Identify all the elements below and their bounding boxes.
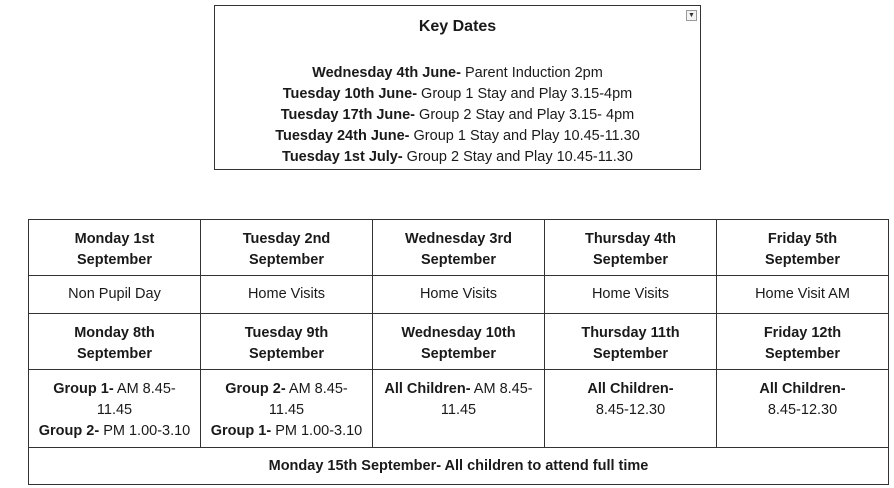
key-dates-box xyxy=(214,5,701,170)
day-header-cell: Friday 5th September xyxy=(717,220,889,276)
day-header-cell: Monday 1st September xyxy=(29,220,201,276)
key-date-line: Wednesday 4th June- Parent Induction 2pm xyxy=(312,65,603,81)
week1-day-row xyxy=(29,220,889,276)
key-date-line: Tuesday 10th June- Group 1 Stay and Play 3.15-4pm xyxy=(282,86,633,102)
group-cell: All Children- 8.45-12.30 xyxy=(545,370,717,448)
key-date-line: Tuesday 17th June- Group 2 Stay and Play 3.15- 4pm xyxy=(280,107,635,123)
day-header-cell: Tuesday 9th September xyxy=(201,314,373,370)
key-dates-title: Key Dates xyxy=(418,18,497,35)
activity-cell: Non Pupil Day xyxy=(29,276,201,314)
day-header-cell: Tuesday 2nd September xyxy=(201,220,373,276)
week2-group-row xyxy=(29,370,889,448)
day-header-cell: Wednesday 3rd September xyxy=(373,220,545,276)
group-cell: Group 1- AM 8.45- 11.45 Group 2- PM 1.00-3.10 xyxy=(29,370,201,448)
day-header-cell: Monday 8th September xyxy=(29,314,201,370)
day-header-cell: Wednesday 10th September xyxy=(373,314,545,370)
day-header-cell: Thursday 4th September xyxy=(545,220,717,276)
activity-cell: Home Visits xyxy=(201,276,373,314)
week1-activity-row xyxy=(29,276,889,314)
footer-row xyxy=(29,448,889,485)
activity-cell: Home Visit AM xyxy=(717,276,889,314)
key-date-line: Tuesday 24th June- Group 1 Stay and Play 10.45-11.30 xyxy=(275,128,640,144)
activity-cell: Home Visits xyxy=(545,276,717,314)
activity-cell: Home Visits xyxy=(373,276,545,314)
day-header-cell: Thursday 11th September xyxy=(545,314,717,370)
group-cell: Group 2- AM 8.45- 11.45 Group 1- PM 1.00-3.10 xyxy=(201,370,373,448)
day-header-cell: Friday 12th September xyxy=(717,314,889,370)
group-cell: All Children- 8.45-12.30 xyxy=(717,370,889,448)
dropdown-arrow-icon[interactable]: ▼ xyxy=(686,10,697,21)
full-time-note: Monday 15th September- All children to attend full time xyxy=(29,448,889,485)
schedule-table xyxy=(28,219,889,485)
week2-day-row xyxy=(29,314,889,370)
group-cell: All Children- AM 8.45- 11.45 xyxy=(373,370,545,448)
key-date-line: Tuesday 1st July- Group 2 Stay and Play 10.45-11.30 xyxy=(282,149,633,165)
